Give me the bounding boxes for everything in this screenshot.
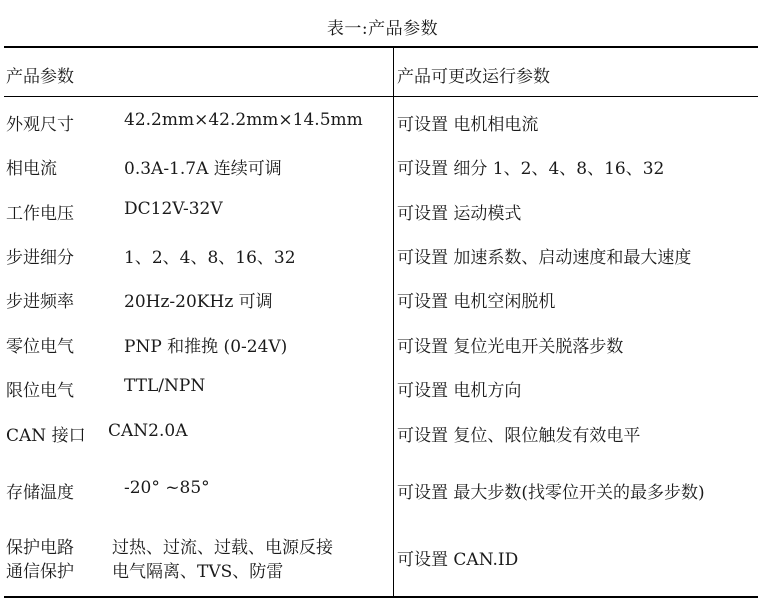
- param-label: 步进细分: [6, 248, 74, 268]
- param-label: 外观尺寸: [6, 115, 74, 135]
- adjustable-param: 可设置 运动模式: [397, 204, 522, 224]
- param-label: 相电流: [6, 159, 57, 179]
- param-label: 工作电压: [6, 204, 74, 224]
- adjustable-param: 可设置 最大步数(找零位开关的最多步数): [397, 483, 705, 503]
- param-value: -20° ~85°: [124, 478, 210, 498]
- param-value: 20Hz-20KHz 可调: [124, 292, 273, 312]
- param-label: 通信保护: [6, 562, 74, 582]
- adjustable-param: 可设置 复位、限位触发有效电平: [397, 426, 641, 446]
- param-value: TTL/NPN: [124, 376, 206, 396]
- adjustable-param: 可设置 电机相电流: [397, 115, 539, 135]
- adjustable-param: 可设置 细分 1、2、4、8、16、32: [397, 159, 665, 179]
- param-label: 存储温度: [6, 483, 74, 503]
- header-left: 产品参数: [6, 67, 74, 87]
- param-value: 42.2mm×42.2mm×14.5mm: [124, 110, 363, 130]
- header-right: 产品可更改运行参数: [397, 67, 550, 87]
- adjustable-param: 可设置 复位光电开关脱落步数: [397, 337, 624, 357]
- column-divider: [393, 47, 394, 597]
- param-value: DC12V-32V: [124, 199, 223, 219]
- param-value: 1、2、4、8、16、32: [124, 248, 296, 268]
- header-rule: [4, 96, 758, 97]
- param-label: 步进频率: [6, 292, 74, 312]
- param-value: CAN2.0A: [108, 421, 188, 441]
- adjustable-param: 可设置 加速系数、启动速度和最大速度: [397, 248, 692, 268]
- adjustable-param: 可设置 CAN.ID: [397, 550, 519, 570]
- param-value: PNP 和推挽 (0-24V): [124, 337, 288, 357]
- bottom-rule: [4, 596, 758, 598]
- table-caption: 表一:产品参数: [326, 19, 439, 39]
- adjustable-param: 可设置 电机方向: [397, 381, 522, 401]
- param-value: 0.3A-1.7A 连续可调: [124, 159, 282, 179]
- param-label: CAN 接口: [6, 426, 86, 446]
- adjustable-param: 可设置 电机空闲脱机: [397, 292, 556, 312]
- top-rule: [4, 46, 758, 48]
- param-label: 零位电气: [6, 337, 74, 357]
- param-value: 过热、过流、过载、电源反接: [112, 538, 333, 558]
- param-value: 电气隔离、TVS、防雷: [112, 562, 284, 582]
- param-label: 保护电路: [6, 538, 74, 558]
- param-label: 限位电气: [6, 381, 74, 401]
